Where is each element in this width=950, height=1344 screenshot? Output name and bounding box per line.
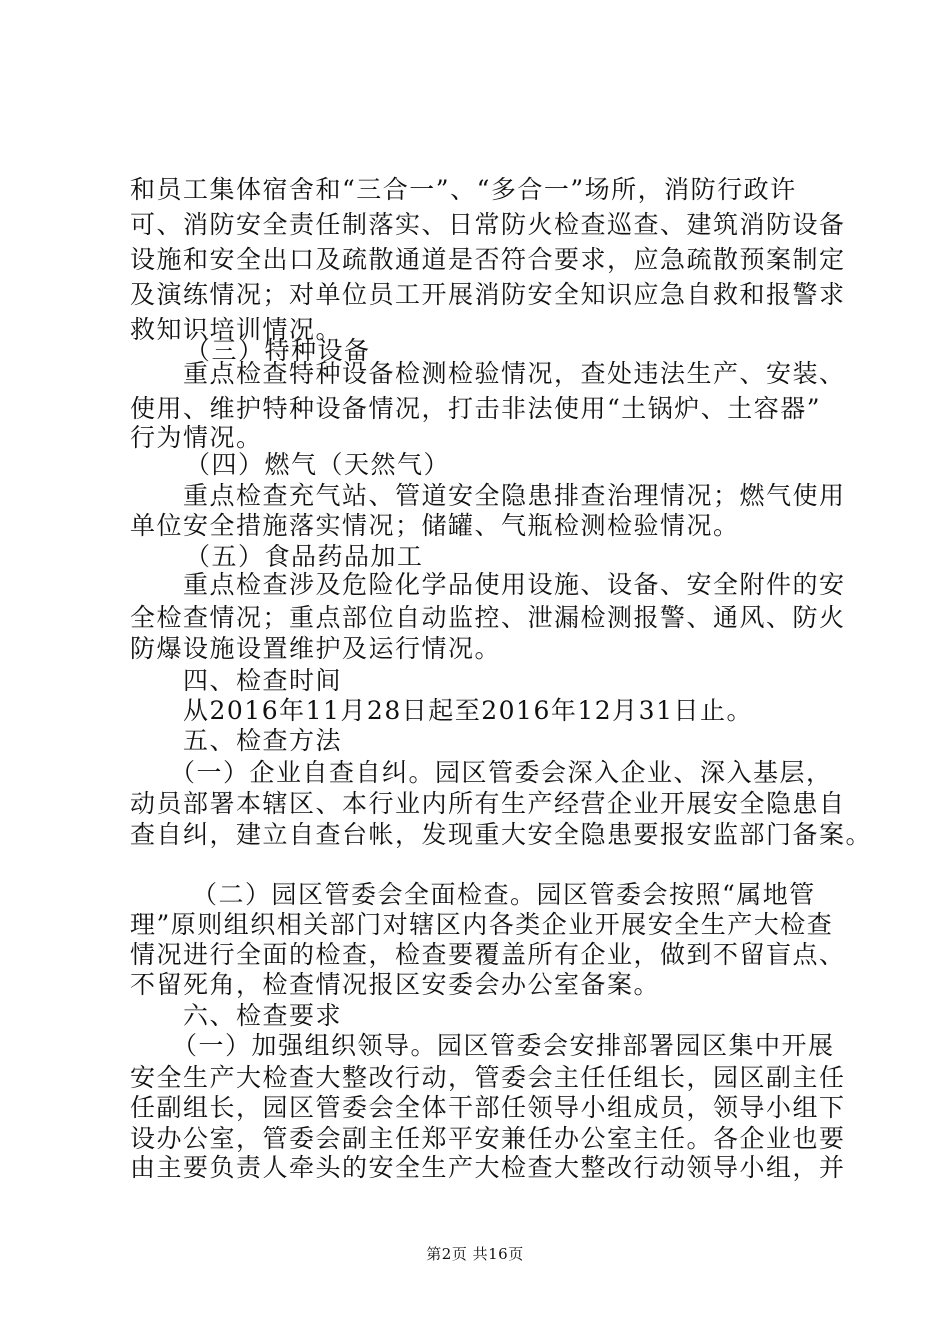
paragraph-line: 重点检查特种设备检测检验情况，查处违法生产、安装、 xyxy=(183,359,846,388)
section-heading: （五）食品药品加工 xyxy=(185,542,424,571)
paragraph-line: 重点检查充气站、管道安全隐患排查治理情况；燃气使用 xyxy=(183,481,846,510)
section-heading: （四）燃气（天然气） xyxy=(185,450,451,479)
paragraph-line: 防爆设施设置维护及运行情况。 xyxy=(130,634,502,663)
paragraph-line: 救知识培训情况。 xyxy=(130,315,343,344)
paragraph-line: 从2016年11月28日起至2016年12月31日止。 xyxy=(183,696,753,725)
paragraph-line: 动员部署本辖区、本行业内所有生产经营企业开展安全隐患自 xyxy=(130,789,846,818)
paragraph-line: 情况进行全面的检查，检查要覆盖所有企业，做到不留盲点、 xyxy=(130,940,846,969)
paragraph-line: 及演练情况；对单位员工开展消防安全知识应急自救和报警求 xyxy=(130,280,846,309)
paragraph-line: （一）加强组织领导。园区管委会安排部署园区集中开展 xyxy=(172,1031,835,1060)
paragraph-line: 安全生产大检查大整改行动，管委会主任任组长，园区副主任 xyxy=(130,1063,846,1092)
paragraph-line: 查自纠，建立自查台帐，发现重大安全隐患要报安监部门备案。 xyxy=(130,820,873,849)
paragraph-line: 任副组长，园区管委会全体干部任领导小组成员，领导小组下 xyxy=(130,1093,846,1122)
page-number-footer: 第2页 共16页 xyxy=(426,1245,524,1263)
paragraph-line: 使用、维护特种设备情况，打击非法使用“土锅炉、土容器” xyxy=(130,394,822,423)
paragraph-line: 可、消防安全责任制落实、日常防火检查巡查、建筑消防设备 xyxy=(130,210,846,239)
paragraph-line: 重点检查涉及危险化学品使用设施、设备、安全附件的安 xyxy=(183,570,846,599)
paragraph-line: 全检查情况；重点部位自动监控、泄漏检测报警、通风、防火 xyxy=(130,603,846,632)
paragraph-line: （二）园区管委会全面检查。园区管委会按照“属地管 xyxy=(192,880,816,909)
paragraph-line: 设施和安全出口及疏散通道是否符合要求，应急疏散预案制定 xyxy=(130,245,846,274)
paragraph-line: 由主要负责人牵头的安全生产大检查大整改行动领导小组，并 xyxy=(130,1153,846,1182)
paragraph-line: 行为情况。 xyxy=(130,423,263,452)
paragraph-line: 设办公室，管委会副主任郑平安兼任办公室主任。各企业也要 xyxy=(130,1124,846,1153)
section-heading: 五、检查方法 xyxy=(183,726,343,755)
section-heading: （三）特种设备 xyxy=(185,336,371,365)
paragraph-line: 单位安全措施落实情况；储罐、气瓶检测检验情况。 xyxy=(130,511,740,540)
paragraph-line: 和员工集体宿舍和“三合一”、“多合一”场所，消防行政许 xyxy=(130,175,797,204)
paragraph-line: 不留死角，检查情况报区安委会办公室备案。 xyxy=(130,970,661,999)
paragraph-line: （一）企业自查自纠。园区管委会深入企业、深入基层， xyxy=(170,758,833,787)
section-heading: 四、检查时间 xyxy=(183,666,343,695)
section-heading: 六、检查要求 xyxy=(183,1001,343,1030)
paragraph-line: 理”原则组织相关部门对辖区内各类企业开展安全生产大检查 xyxy=(130,910,834,939)
